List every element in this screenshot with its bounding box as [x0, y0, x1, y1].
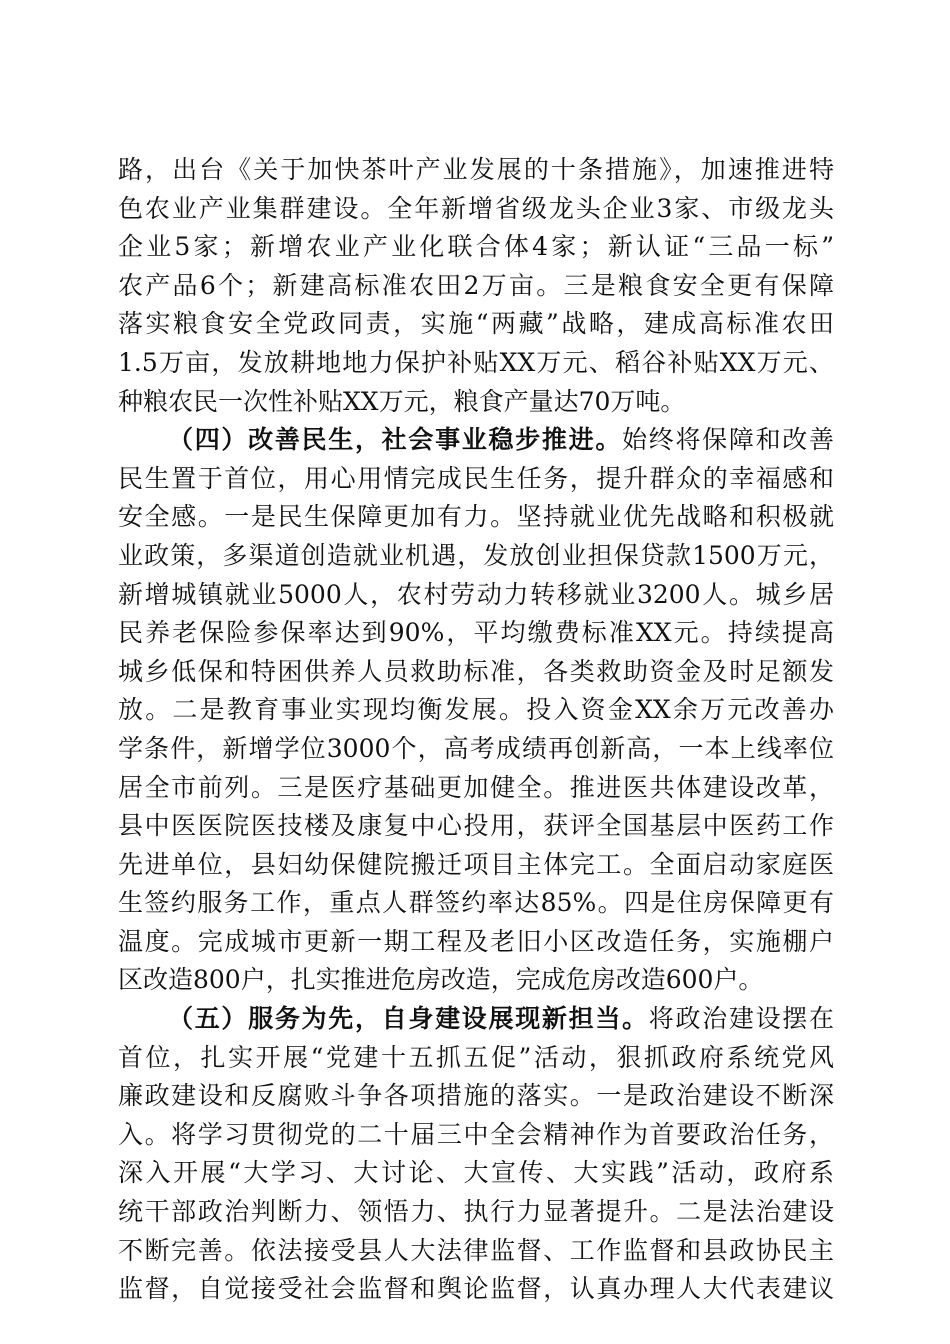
text-line: 1.5万亩，发放耕地地力保护补贴XX万元、稻谷补贴XX万元、 — [118, 347, 834, 377]
text-line: 不断完善。依法接受县人大法律监督、工作监督和县政协民主 — [118, 1235, 834, 1265]
text-line: 企业5家；新增农业产业化联合体4家；新认证“三品一标” — [118, 232, 834, 262]
text-line: 新增城镇就业5000人，农村劳动力转移就业3200人。城乡居 — [118, 579, 834, 609]
document-body — [118, 151, 834, 1309]
text-line: 色农业产业集群建设。全年新增省级龙头企业3家、市级龙头 — [118, 193, 834, 223]
paragraph-first-line — [118, 421, 834, 460]
text-line: 业政策，多渠道创造就业机遇，发放创业担保贷款1500万元， — [118, 540, 834, 570]
text-line: 统干部政治判断力、领悟力、执行力显著提升。二是法治建设 — [118, 1197, 834, 1227]
text-line: 深入开展“大学习、大讨论、大宣传、大实践”活动，政府系 — [118, 1158, 834, 1188]
text-line: 温度。完成城市更新一期工程及老旧小区改造任务，实施棚户 — [118, 926, 834, 956]
text-line: 城乡低保和特困供养人员救助标准，各类救助资金及时足额发 — [118, 656, 834, 686]
text-line: 学条件，新增学位3000个，高考成绩再创新高，一本上线率位 — [118, 733, 834, 763]
text-line: 种粮农民一次性补贴XX万元，粮食产量达70万吨。 — [118, 386, 686, 416]
text-line: 县中医医院医技楼及康复中心投用，获评全国基层中医药工作 — [118, 811, 834, 841]
text-line: 居全市前列。三是医疗基础更加健全。推进医共体建设改革， — [118, 772, 834, 802]
text-line: 生签约服务工作，重点人群签约率达85%。四是住房保障更有 — [118, 888, 834, 918]
text-run: 始终将保障和改善 — [622, 425, 834, 455]
text-line: 廉政建设和反腐败斗争各项措施的落实。一是政治建设不断深 — [118, 1081, 834, 1111]
section-heading: （五）服务为先，自身建设展现新担当。 — [168, 1004, 649, 1034]
text-line: 路，出台《关于加快茶叶产业发展的十条措施》，加速推进特 — [118, 155, 834, 184]
section-heading: （四）改善民生，社会事业稳步推进。 — [168, 425, 623, 455]
text-line: 民养老保险参保率达到90%，平均缴费标准XX元。持续提高 — [118, 618, 834, 648]
text-line: 安全感。一是民生保障更加有力。坚持就业优先战略和积极就 — [118, 502, 834, 532]
text-line: 放。二是教育事业实现均衡发展。投入资金XX余万元改善办 — [118, 695, 834, 725]
text-line: 农产品6个；新建高标准农田2万亩。三是粮食安全更有保障 — [118, 270, 834, 300]
text-line: 监督，自觉接受社会监督和舆论监督，认真办理人大代表建议 — [118, 1274, 834, 1304]
text-line: 入。将学习贯彻党的二十届三中全会精神作为首要政治任务， — [118, 1119, 834, 1149]
text-run: 将政治建设摆在 — [648, 1004, 834, 1034]
text-line: 先进单位，县妇幼保健院搬迁项目主体完工。全面启动家庭医 — [118, 849, 834, 879]
paragraph-first-line — [118, 1000, 834, 1039]
text-line: 区改造800户，扎实推进危房改造，完成危房改造600户。 — [118, 965, 764, 995]
text-line: 首位，扎实开展“党建十五抓五促”活动，狠抓政府系统党风 — [118, 1042, 834, 1072]
text-line: 落实粮食安全党政同责，实施“两藏”战略，建成高标准农田 — [118, 309, 834, 339]
text-line: 民生置于首位，用心用情完成民生任务，提升群众的幸福感和 — [118, 463, 834, 493]
